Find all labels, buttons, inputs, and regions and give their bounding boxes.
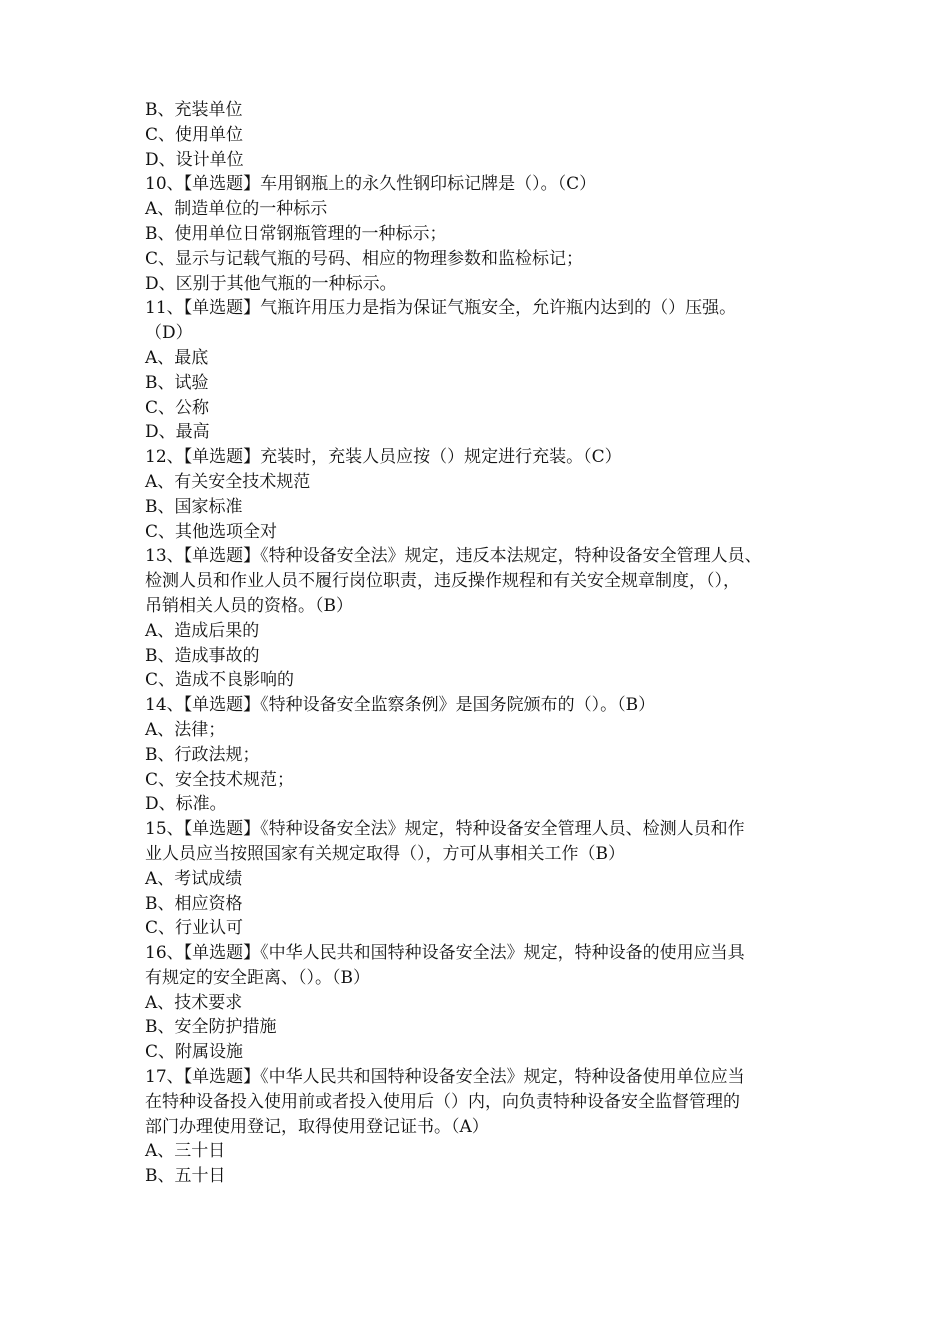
text-line: 11、【单选题】气瓶许用压力是指为保证气瓶安全，允许瓶内达到的（）压强。 — [145, 298, 737, 319]
text-line: 部门办理使用登记，取得使用登记证书。（A） — [145, 1116, 489, 1137]
text-line: 14、【单选题】《特种设备安全监察条例》是国务院颁布的（）。（B） — [145, 695, 656, 716]
text-line: 16、【单选题】《中华人民共和国特种设备安全法》规定，特种设备的使用应当具 — [145, 943, 745, 964]
text-line: A、三十日 — [145, 1141, 226, 1162]
text-line: B、充装单位 — [145, 100, 243, 120]
text-line: C、公称 — [145, 397, 210, 418]
text-line: 在特种设备投入使用前或者投入使用后（）内，向负责特种设备安全监督管理的 — [145, 1091, 740, 1112]
text-line: A、有关安全技术规范 — [145, 471, 311, 492]
text-line: 17、【单选题】《中华人民共和国特种设备安全法》规定，特种设备使用单位应当 — [145, 1067, 745, 1088]
text-line: C、安全技术规范； — [145, 769, 295, 790]
text-line: 13、【单选题】《特种设备安全法》规定，违反本法规定，特种设备安全管理人员、 — [145, 546, 762, 567]
text-line: B、五十日 — [145, 1166, 226, 1187]
text-line: A、制造单位的一种标示 — [145, 199, 328, 220]
text-line: B、安全防护措施 — [145, 1017, 277, 1038]
text-line: A、最底 — [145, 347, 209, 368]
text-line: B、相应资格 — [145, 893, 243, 914]
text-line: （D） — [145, 323, 193, 344]
text-line: B、使用单位日常钢瓶管理的一种标示； — [145, 223, 447, 244]
text-line: D、最高 — [145, 422, 210, 443]
text-line: 10、【单选题】车用钢瓶上的永久性钢印标记牌是（）。（C） — [145, 174, 597, 195]
text-line: A、技术要求 — [145, 992, 243, 1013]
text-line: D、标准。 — [145, 794, 227, 815]
text-line: C、行业认可 — [145, 918, 244, 939]
text-line: D、设计单位 — [145, 149, 244, 170]
text-line: 检测人员和作业人员不履行岗位职责，违反操作规程和有关安全规章制度，（）， — [145, 571, 740, 592]
text-line: D、区别于其他气瓶的一种标示。 — [145, 273, 397, 294]
text-line: 吊销相关人员的资格。（B） — [145, 595, 353, 616]
text-line: A、法律； — [145, 719, 226, 740]
text-line: C、附属设施 — [145, 1042, 244, 1063]
text-line: B、试验 — [145, 372, 209, 393]
text-line: C、显示与记载气瓶的号码、相应的物理参数和监检标记； — [145, 248, 584, 269]
text-line: C、其他选项全对 — [145, 521, 278, 542]
text-line: A、造成后果的 — [145, 620, 260, 641]
text-line: B、行政法规； — [145, 744, 260, 765]
text-line: C、造成不良影响的 — [145, 670, 295, 691]
text-line: B、造成事故的 — [145, 645, 260, 666]
text-line: 15、【单选题】《特种设备安全法》规定，特种设备安全管理人员、检测人员和作 — [145, 819, 745, 840]
text-line: 业人员应当按照国家有关规定取得（），方可从事相关工作（B） — [145, 843, 625, 864]
question-text-body — [145, 98, 813, 1189]
text-line: 12、【单选题】充装时，充装人员应按（）规定进行充装。（C） — [145, 447, 622, 468]
text-line: A、考试成绩 — [145, 868, 243, 889]
text-line: C、使用单位 — [145, 124, 244, 145]
text-line: B、国家标准 — [145, 496, 243, 517]
text-line: 有规定的安全距离、（）。（B） — [145, 967, 370, 988]
